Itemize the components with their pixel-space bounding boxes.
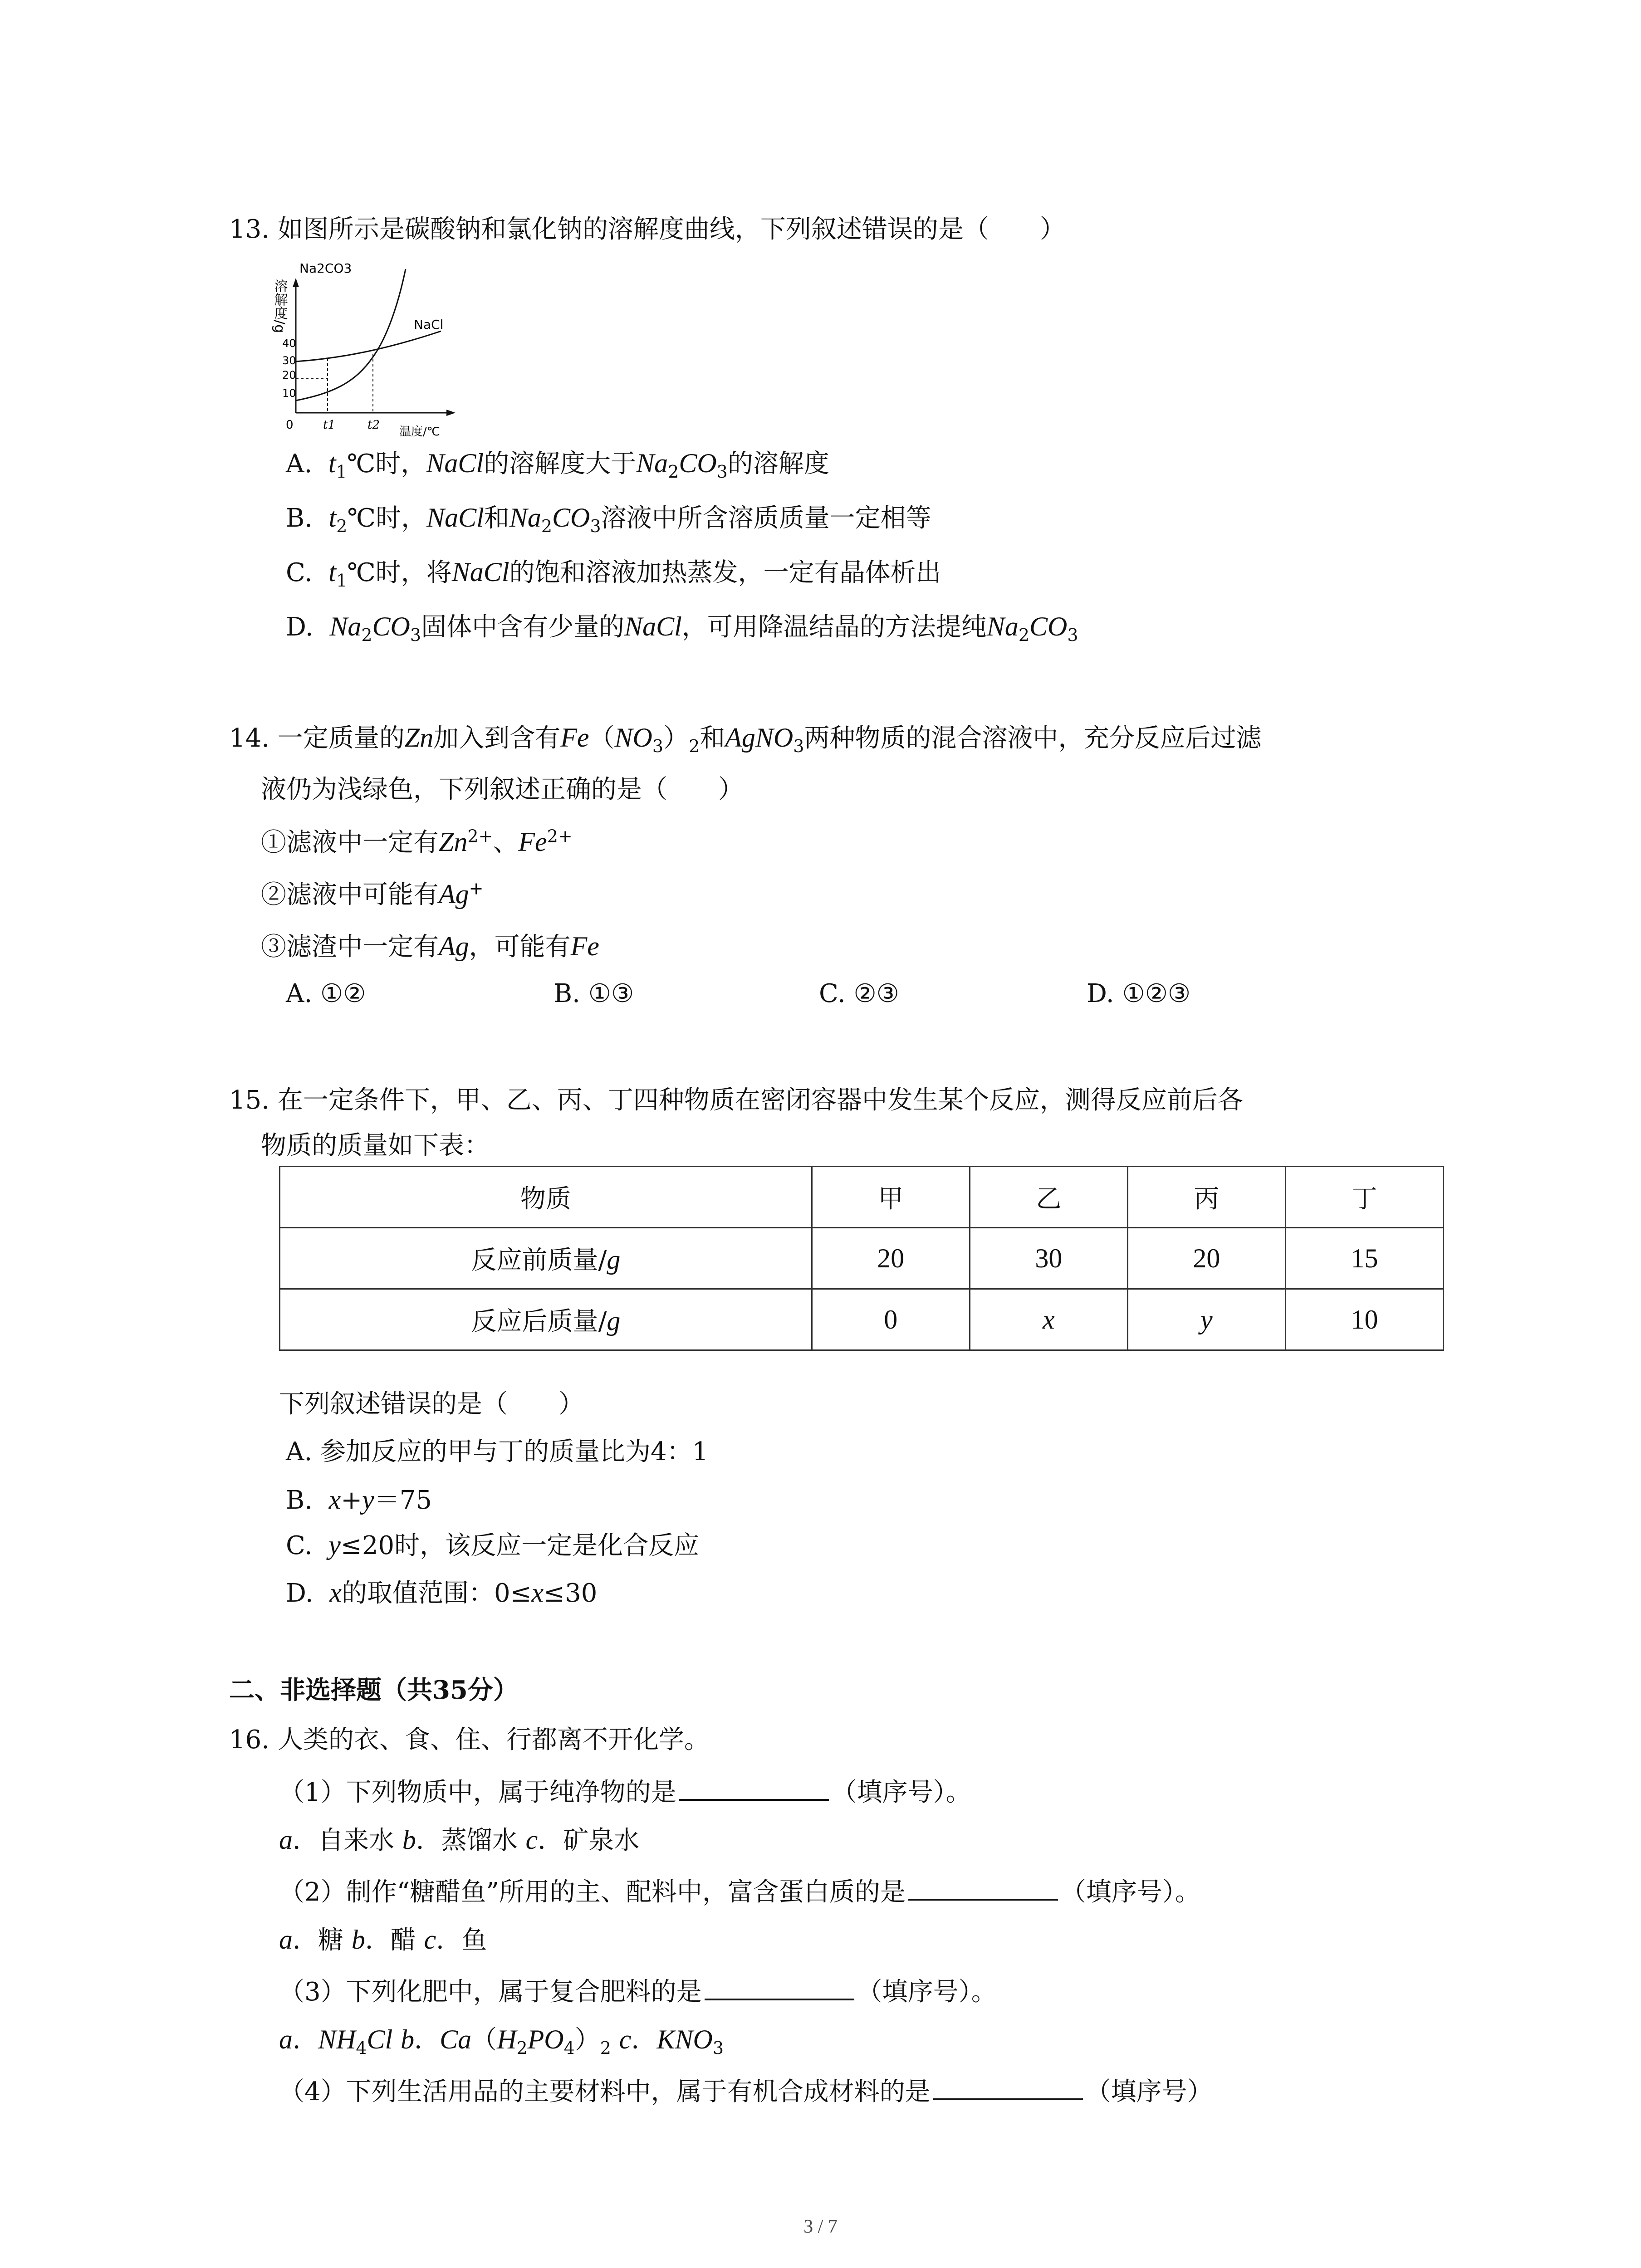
q14-option-a: A. ①② <box>286 979 366 1008</box>
table-cell: 0 <box>812 1289 970 1350</box>
table-header-cell: 乙 <box>970 1167 1127 1228</box>
q14-option-d: D. ①②③ <box>1087 979 1191 1008</box>
q16-stem: 16. 人类的衣、食、住、行都离不开化学。 <box>229 1725 710 1755</box>
q15-stem-line1: 15. 在一定条件下，甲、乙、丙、丁四种物质在密闭容器中发生某个反应，测得反应前后各 <box>229 1085 1243 1115</box>
q13-option-b: B. $t_2℃$时，NaCl和$Na_2CO_3$溶液中所含溶质质量一定相等 <box>286 503 931 537</box>
graph-xlabel: 温度/℃ <box>399 425 440 439</box>
answer-blank[interactable] <box>933 2073 1083 2100</box>
q13-stem: 13. 如图所示是碳酸钠和氯化钠的溶解度曲线，下列叙述错误的是（ ） <box>229 215 1065 244</box>
graph-ytick-40: 40 <box>282 337 296 350</box>
q14-statement-1: ①滤液中一定有$Zn^{2+}$、$Fe^{2+}$ <box>261 826 573 857</box>
graph-xtick-t1: t1 <box>323 418 335 432</box>
q13-option-d: D. $Na_2CO_3$固体中含有少量的NaCl，可用降温结晶的方法提纯$Na_2CO_3$ <box>286 611 1078 645</box>
q13-option-a: A. $t_1℃$时，NaCl的溶解度大于$Na_2CO_3$的溶解度 <box>286 448 829 482</box>
table-row <box>280 1228 1444 1289</box>
graph-label-nacl: NaCl <box>414 317 444 332</box>
q15-option-c: C. y≤20时，该反应一定是化合反应 <box>286 1530 700 1560</box>
graph-origin: 0 <box>286 418 294 432</box>
q15-stem-line2: 物质的质量如下表： <box>261 1131 490 1160</box>
q14-stem-line2: 液仍为浅绿色，下列叙述正确的是（ ） <box>261 775 744 804</box>
table-header-cell: 丙 <box>1127 1167 1285 1228</box>
table-row-label: 反应后质量/g <box>280 1289 812 1350</box>
q15-mass-table <box>279 1166 1444 1351</box>
graph-label-na2co3: Na2CO3 <box>299 261 352 276</box>
q15-ask: 下列叙述错误的是（ ） <box>279 1389 584 1419</box>
table-cell: x <box>970 1289 1127 1350</box>
graph-ytick-10: 10 <box>282 387 296 400</box>
q15-option-a: A. 参加反应的甲与丁的质量比为4：1 <box>286 1437 709 1466</box>
curve-nacl <box>296 331 441 362</box>
q15-option-d: D. x的取值范围：0≤x≤30 <box>286 1578 598 1608</box>
q14-option-b: B. ①③ <box>554 979 634 1008</box>
q16-part-1-options: a．自来水 b．蒸馏水 c．矿泉水 <box>279 1825 640 1855</box>
table-header-cell: 甲 <box>812 1167 970 1228</box>
table-row <box>280 1289 1444 1350</box>
q15-option-b: B. x+y＝75 <box>286 1485 432 1515</box>
q16-part-2-options: a．糖 b．醋 c．鱼 <box>279 1925 487 1955</box>
page-number: 3 / 7 <box>803 2216 838 2237</box>
curve-na2co3 <box>296 269 406 401</box>
section-heading: 二、非选择题（共35分） <box>229 1675 519 1705</box>
q14-stem-line1: 14. 一定质量的Zn加入到含有$Fe(NO_3)_2$和AgNO$_3$两种物质的混合溶液中，充分反应后过滤 <box>229 723 1262 757</box>
graph-ytick-30: 30 <box>282 354 296 367</box>
q13-option-c: C. $t_1℃$时，将NaCl的饱和溶液加热蒸发，一定有晶体析出 <box>286 557 941 591</box>
answer-blank[interactable] <box>705 1973 854 2000</box>
table-header-cell: 物质 <box>280 1167 812 1228</box>
q16-part-3-options: a．$NH_4Cl$ b．$Ca(H_2PO_4)_2$ c．$KNO_3$ <box>279 2024 724 2058</box>
answer-blank[interactable] <box>679 1774 829 1801</box>
answer-blank[interactable] <box>908 1873 1058 1901</box>
q16-part-3: （3）下列化肥中，属于复合肥料的是 （填序号）。 <box>279 1973 997 2009</box>
graph-ytick-20: 20 <box>282 369 296 381</box>
solubility-graph <box>271 256 459 440</box>
table-cell: 30 <box>970 1228 1127 1289</box>
q16-part-2: （2）制作“糖醋鱼”所用的主、配料中，富含蛋白质的是 （填序号）。 <box>279 1873 1200 1909</box>
table-cell: 20 <box>1127 1228 1285 1289</box>
table-cell: 20 <box>812 1228 970 1289</box>
graph-ylabel: 溶解度/g <box>271 279 288 333</box>
table-cell: 10 <box>1285 1289 1443 1350</box>
table-row <box>280 1167 1444 1228</box>
q16-part-4: （4）下列生活用品的主要材料中，属于有机合成材料的是 （填序号） <box>279 2073 1213 2108</box>
table-row-label: 反应前质量/g <box>280 1228 812 1289</box>
table-header-cell: 丁 <box>1285 1167 1443 1228</box>
table-cell: 15 <box>1285 1228 1443 1289</box>
q14-option-c: C. ②③ <box>819 979 899 1008</box>
table-cell: y <box>1127 1289 1285 1350</box>
q14-statement-3: ③滤渣中一定有Ag，可能有Fe <box>261 931 599 962</box>
q16-part-1: （1）下列物质中，属于纯净物的是 （填序号）。 <box>279 1774 971 1809</box>
q14-statement-2: ②滤液中可能有Ag+ <box>261 878 484 909</box>
graph-xtick-t2: t2 <box>367 418 380 432</box>
